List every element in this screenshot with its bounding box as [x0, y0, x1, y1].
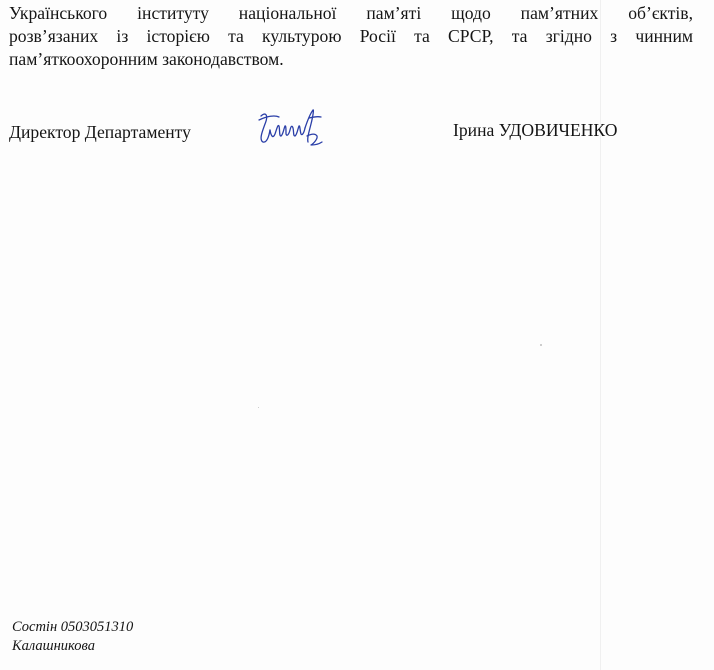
signer-position: Директор Департаменту	[9, 122, 191, 142]
executor-second-line: Калашникова	[12, 638, 95, 654]
body-paragraph	[9, 2, 693, 71]
body-line-3: пам’яткоохоронним законодавством.	[9, 49, 284, 69]
scan-speck	[540, 344, 542, 346]
executor-phone-line: Состін 0503051310	[12, 619, 134, 635]
signature-block	[0, 118, 714, 168]
scan-speck	[258, 407, 259, 408]
handwritten-signature	[255, 106, 335, 156]
executor-footer	[12, 618, 133, 656]
scan-artifact-line	[600, 0, 601, 670]
body-line-1: Українського інституту національної пам’яті щодо пам’ятних об’єктів,	[9, 3, 693, 23]
signer-name: Ірина УДОВИЧЕНКО	[453, 120, 618, 140]
body-line-2: розв’язаних із історією та культурою Росії та СРСР, та згідно з чинним	[9, 26, 693, 46]
